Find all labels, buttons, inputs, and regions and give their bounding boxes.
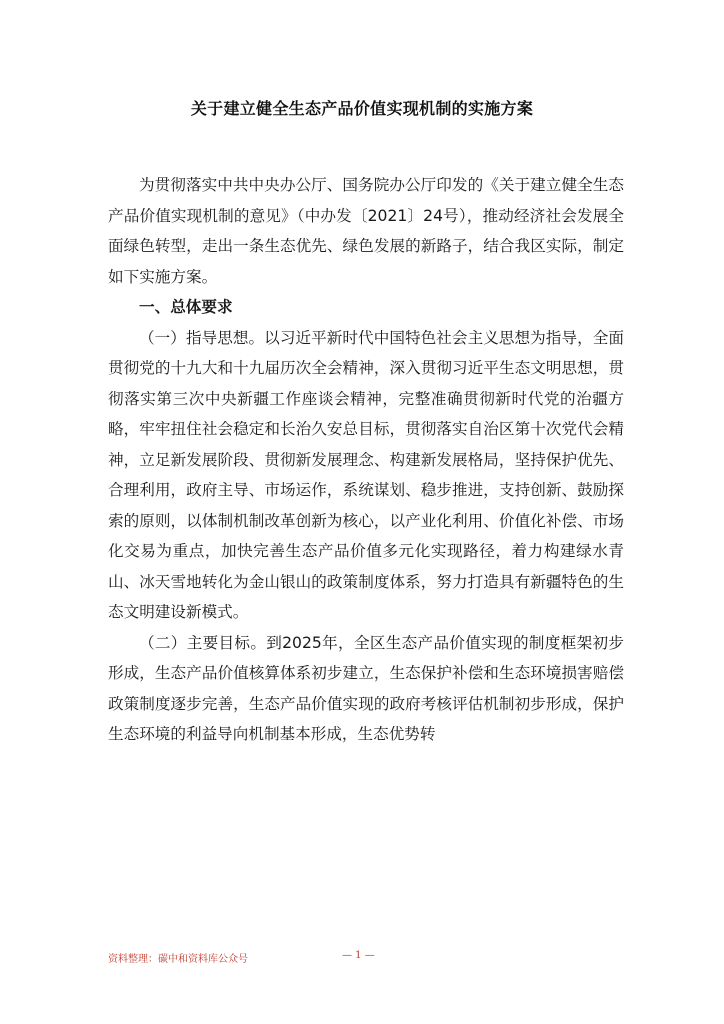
intro-paragraph: 为贯彻落实中共中央办公厅、国务院办公厅印发的《关于建立健全生态产品价值实现机制的意见》（中办发〔2021〕24号），推动经济社会发展全面绿色转型，走出一条生态优先、绿色发展的新路子，结合我区实际，制定如下实施方案。 [108,176,624,286]
guiding-ideology-paragraph: （一）指导思想。以习近平新时代中国特色社会主义思想为指导，全面贯彻党的十九大和十九届历次全会精神，深入贯彻习近平生态文明思想，贯彻落实第三次中央新疆工作座谈会精神，完整准确贯彻新时代党的治疆方略，牢牢扭住社会稳定和长治久安总目标，贯彻落实自治区第十次党代会精神，立足新发展阶段、贯彻新发展理念、构建新发展格局，坚持保护优先、合理利用，政府主导、市场运作，系统谋划、稳步推进，支持创新、鼓励探索的原则，以体制机制改革创新为核心，以产业化利用、价值化补偿、市场化交易为重点，加快完善生态产品价值多元化实现路径，着力构建绿水青山、冰天雪地转化为金山银山的政策制度体系，努力打造具有新疆特色的生态文明建设新模式。 [108,328,624,621]
document-title: 关于建立健全生态产品价值实现机制的实施方案 [190,99,534,118]
document-body [108,170,624,750]
section-heading-general-requirements: 一、总体要求 [139,298,233,316]
page-number: — 1 — [342,950,375,961]
footer-source: 资料整理：碳中和资料库公众号 [108,954,248,965]
main-goals-paragraph: （二）主要目标。到2025年，全区生态产品价值实现的制度框架初步形成，生态产品价值核算体系初步建立，生态保护补偿和生态环境损害赔偿政策制度逐步完善，生态产品价值实现的政府考核评估机制初步形成，保护生态环境的利益导向机制基本形成，生态优势转 [108,633,624,743]
